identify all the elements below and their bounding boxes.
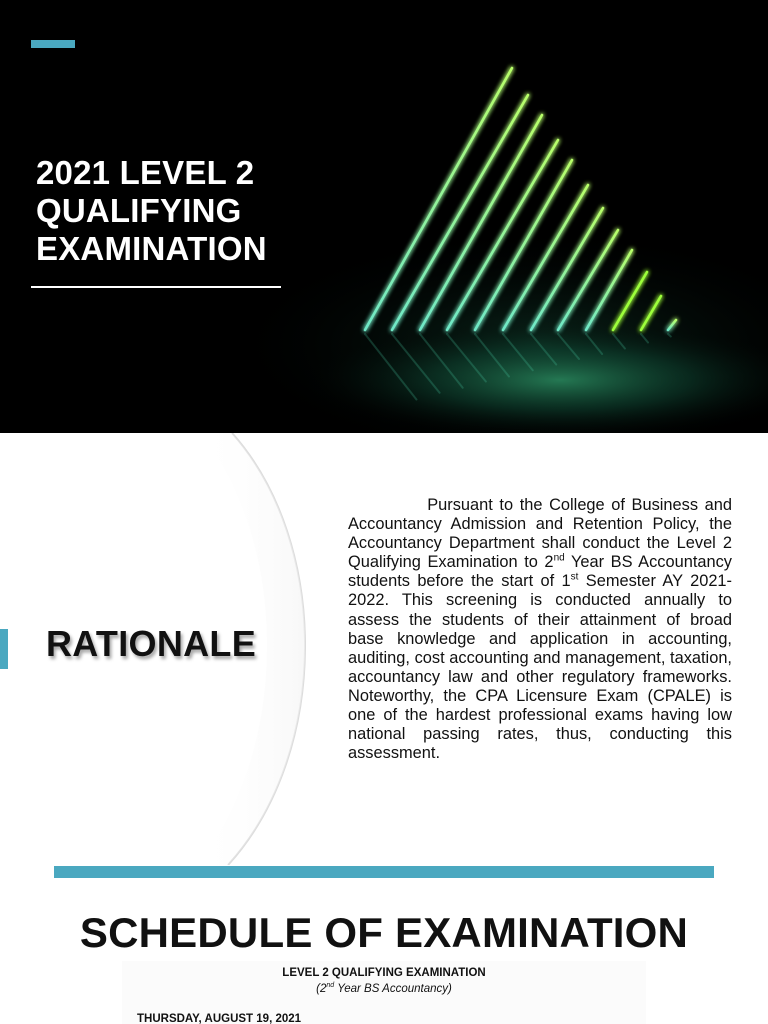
superscript-nd: nd bbox=[553, 552, 565, 564]
slide-title bbox=[36, 154, 336, 268]
accent-stripe bbox=[54, 866, 714, 878]
accent-bar bbox=[31, 40, 75, 48]
schedule-slide bbox=[0, 865, 768, 1024]
title-line-3: EXAMINATION bbox=[36, 230, 267, 267]
rationale-text-2: Year BS Accountancy students before the start of 1 bbox=[348, 553, 732, 591]
exam-date: THURSDAY, AUGUST 19, 2021 bbox=[137, 1013, 302, 1024]
rationale-heading: RATIONALE bbox=[46, 623, 257, 664]
title-line-2: QUALIFYING bbox=[36, 192, 242, 229]
doc-sub-rest: Year BS Accountancy) bbox=[334, 983, 452, 995]
superscript-st: st bbox=[570, 571, 579, 583]
title-line-1: 2021 LEVEL 2 bbox=[36, 154, 255, 191]
document-heading: LEVEL 2 QUALIFYING EXAMINATION bbox=[282, 967, 486, 979]
title-underline bbox=[31, 286, 281, 288]
title-slide bbox=[0, 0, 768, 433]
document-subheading bbox=[0, 983, 768, 995]
rationale-text-3: Semester AY 2021-2022. This screening is conducted annually to assess the students of their attainment of broad base knowledge and application in accounting, auditing, cost accounting and management, taxation, accountancy law and other regulatory frameworks. Noteworthy, the CPA Licensure Exam (CPALE) is one of the hardest professional exams having low national passing rates, thus, conducting this assessment. bbox=[348, 572, 733, 763]
rationale-text-1: Pursuant to the College of Business and Accountancy Admission and Retention Policy, the Accountancy Department shall conduct the Level 2 Qualifying Examination to 2 bbox=[348, 496, 732, 572]
doc-sub-open: (2 bbox=[316, 983, 327, 995]
doc-sub-sup: nd bbox=[326, 982, 335, 990]
schedule-heading: SCHEDULE OF EXAMINATION bbox=[79, 909, 689, 956]
rationale-paragraph bbox=[348, 496, 732, 763]
rationale-slide bbox=[0, 433, 768, 865]
side-accent-mark bbox=[0, 629, 8, 669]
